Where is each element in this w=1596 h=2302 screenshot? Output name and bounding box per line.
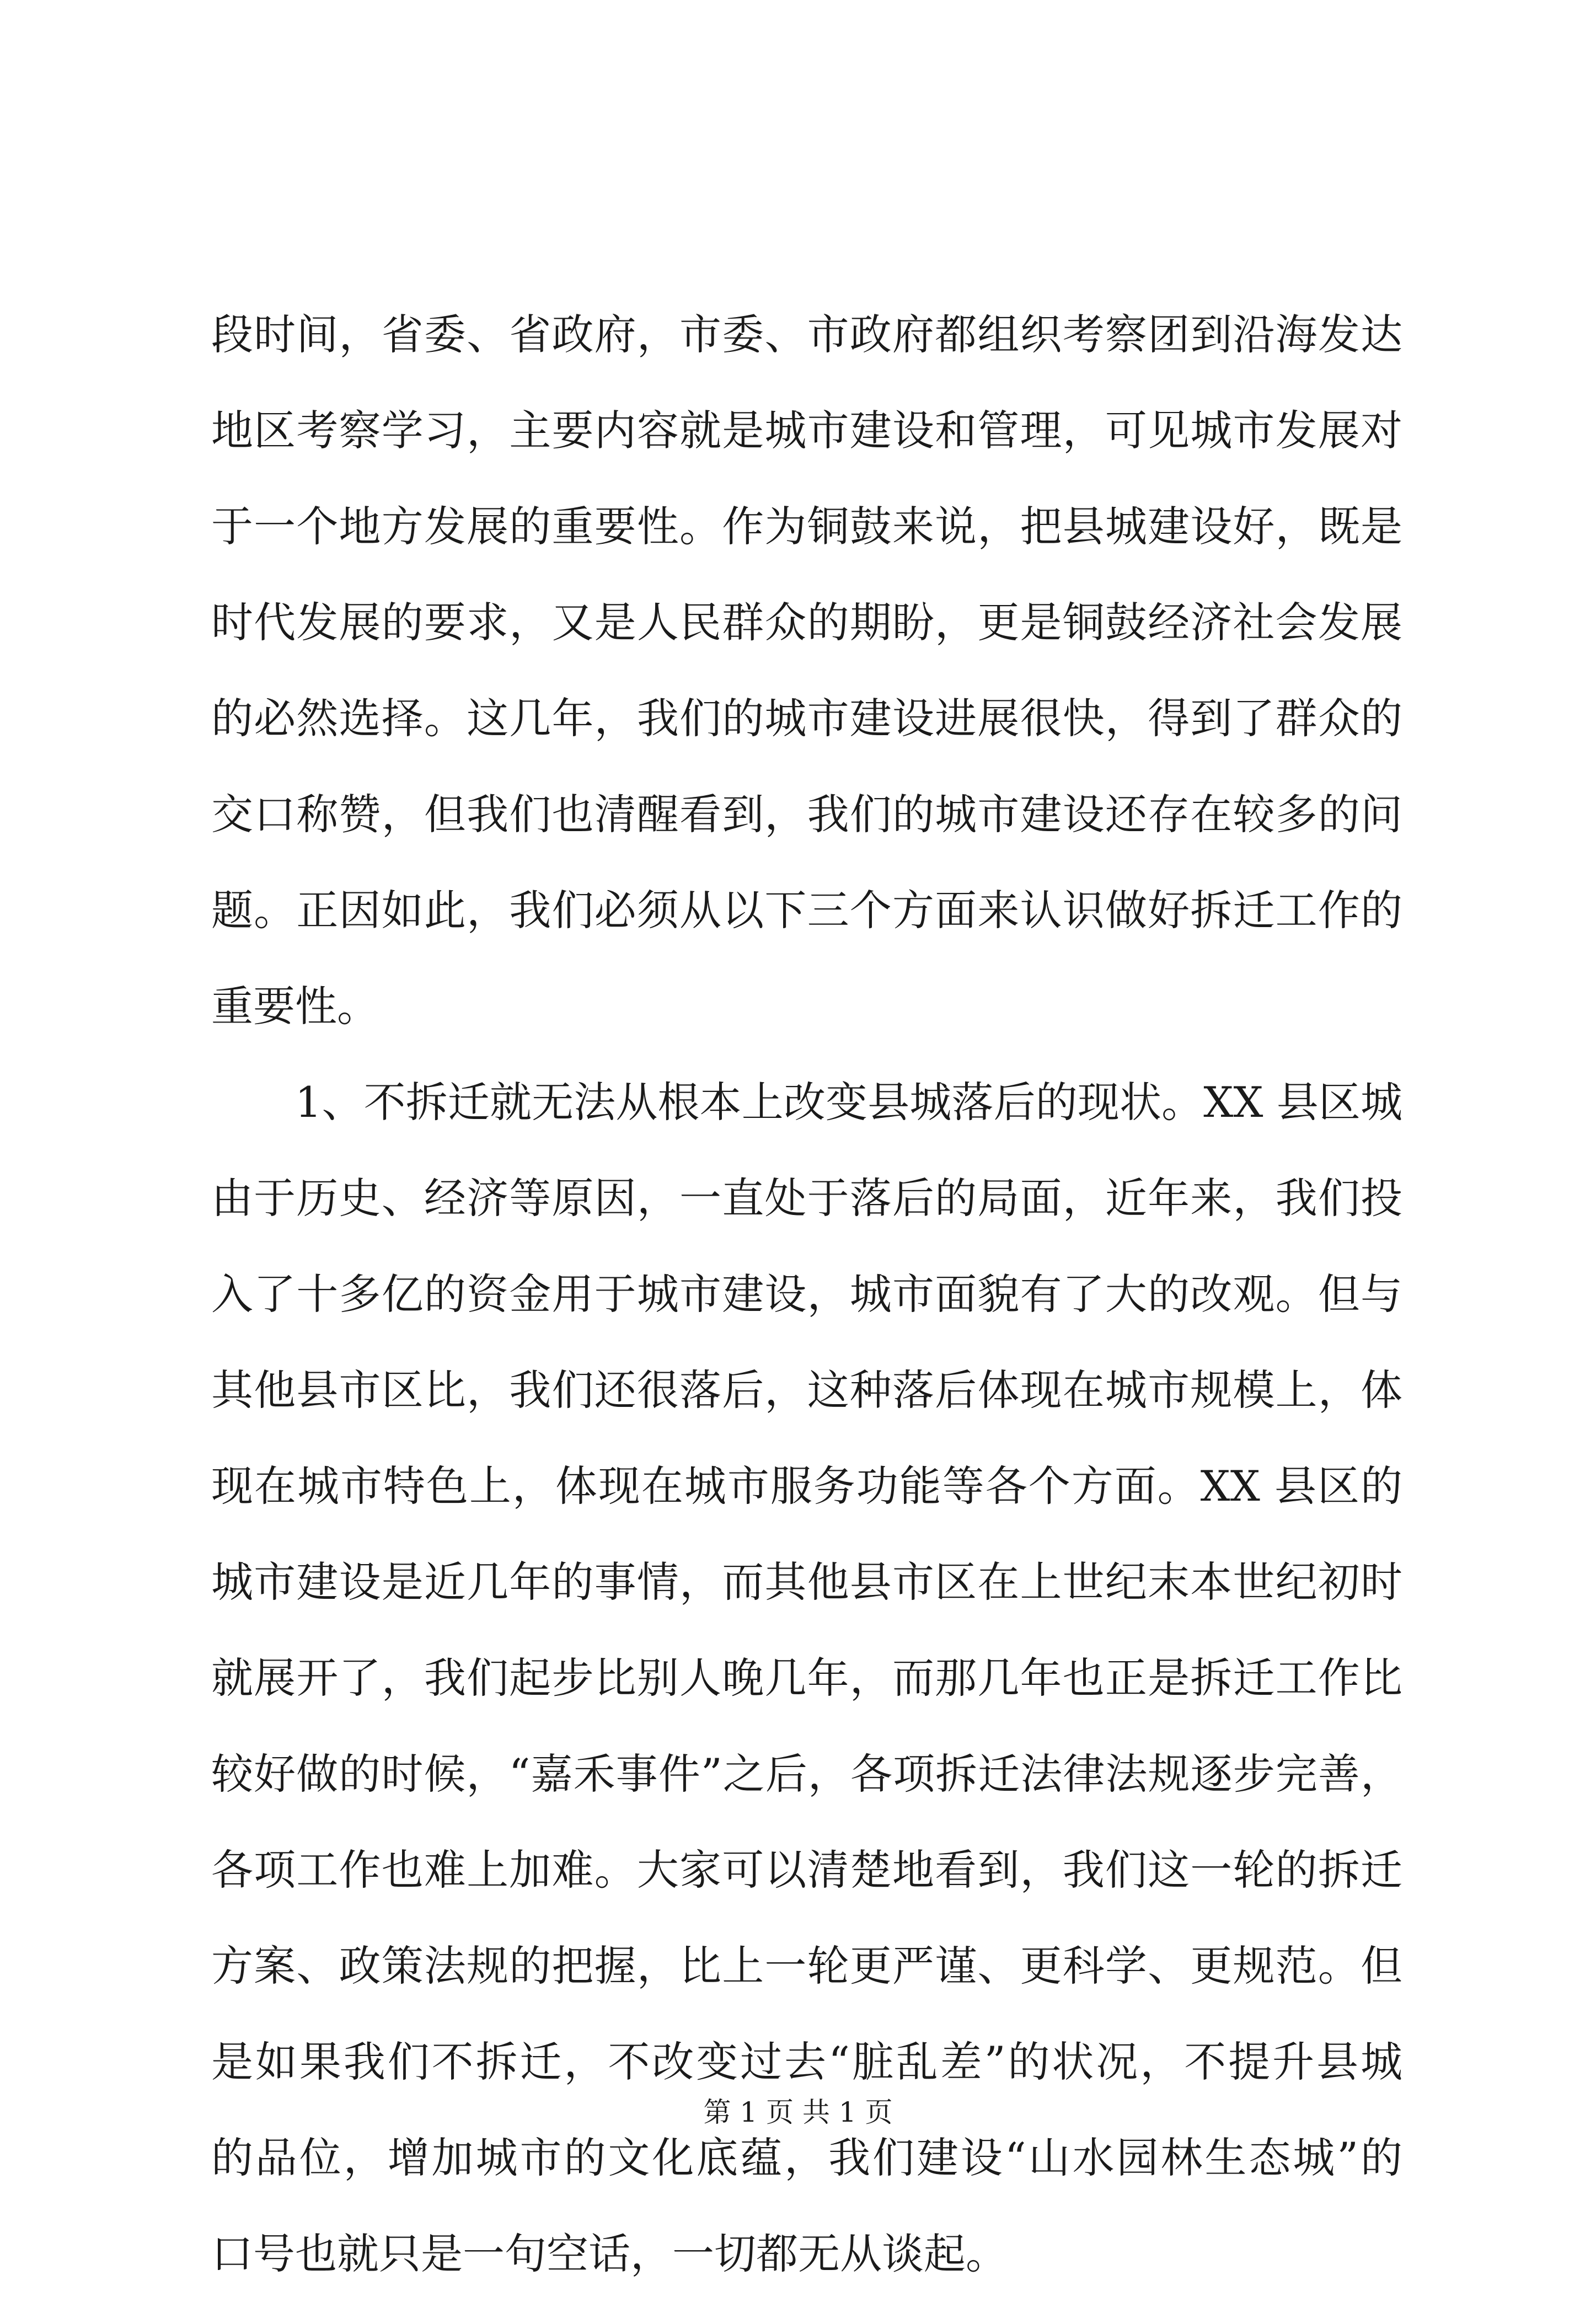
text-line: 方案、政策法规的把握，比上一轮更严谨、更科学、更规范。但 <box>211 1941 1402 1990</box>
page-indicator: 第 1 页 共 1 页 <box>703 2096 893 2128</box>
text-line: 于一个地方发展的重要性。作为铜鼓来说，把县城建设好，既是 <box>211 502 1402 551</box>
text-line: 1、不拆迁就无法从根本上改变县城落后的现状。XX 县区城 <box>295 1078 1402 1127</box>
text-line: 由于历史、经济等原因，一直处于落后的局面，近年来，我们投 <box>211 1174 1402 1223</box>
text-line: 口号也就只是一句空话，一切都无从谈起。 <box>211 2229 1008 2278</box>
text-line: 是如果我们不拆迁，不改变过去“脏乱差”的状况，不提升县城 <box>211 2037 1402 2086</box>
text-line: 就展开了，我们起步比别人晚几年，而那几年也正是拆迁工作比 <box>211 1653 1402 1703</box>
text-line: 现在城市特色上，体现在城市服务功能等各个方面。XX 县区的 <box>211 1461 1402 1511</box>
text-line: 的必然选择。这几年，我们的城市建设进展很快，得到了群众的 <box>211 694 1402 743</box>
text-line: 各项工作也难上加难。大家可以清楚地看到，我们这一轮的拆迁 <box>211 1845 1402 1894</box>
text-line: 较好做的时候，“嘉禾事件”之后，各项拆迁法律法规逐步完善， <box>211 1749 1402 1798</box>
text-line: 的品位，增加城市的文化底蕴，我们建设“山水园林生态城”的 <box>211 2133 1402 2182</box>
text-line: 段时间，省委、省政府，市委、市政府都组织考察团到沿海发达 <box>211 310 1402 359</box>
text-line: 交口称赞，但我们也清醒看到，我们的城市建设还存在较多的问 <box>211 790 1402 839</box>
paragraph <box>211 287 1402 1054</box>
text-line: 其他县市区比，我们还很落后，这种落后体现在城市规模上，体 <box>211 1366 1402 1415</box>
text-line: 题。正因如此，我们必须从以下三个方面来认识做好拆迁工作的 <box>211 886 1402 935</box>
body-text <box>211 287 1402 2302</box>
text-line: 时代发展的要求，又是人民群众的期盼，更是铜鼓经济社会发展 <box>211 598 1402 647</box>
text-line: 地区考察学习，主要内容就是城市建设和管理，可见城市发展对 <box>211 406 1402 455</box>
text-line: 入了十多亿的资金用于城市建设，城市面貌有了大的改观。但与 <box>211 1270 1402 1319</box>
text-line: 重要性。 <box>211 982 379 1031</box>
text-line: 城市建设是近几年的事情，而其他县市区在上世纪末本世纪初时 <box>211 1557 1402 1607</box>
page-footer <box>0 2090 1596 2130</box>
